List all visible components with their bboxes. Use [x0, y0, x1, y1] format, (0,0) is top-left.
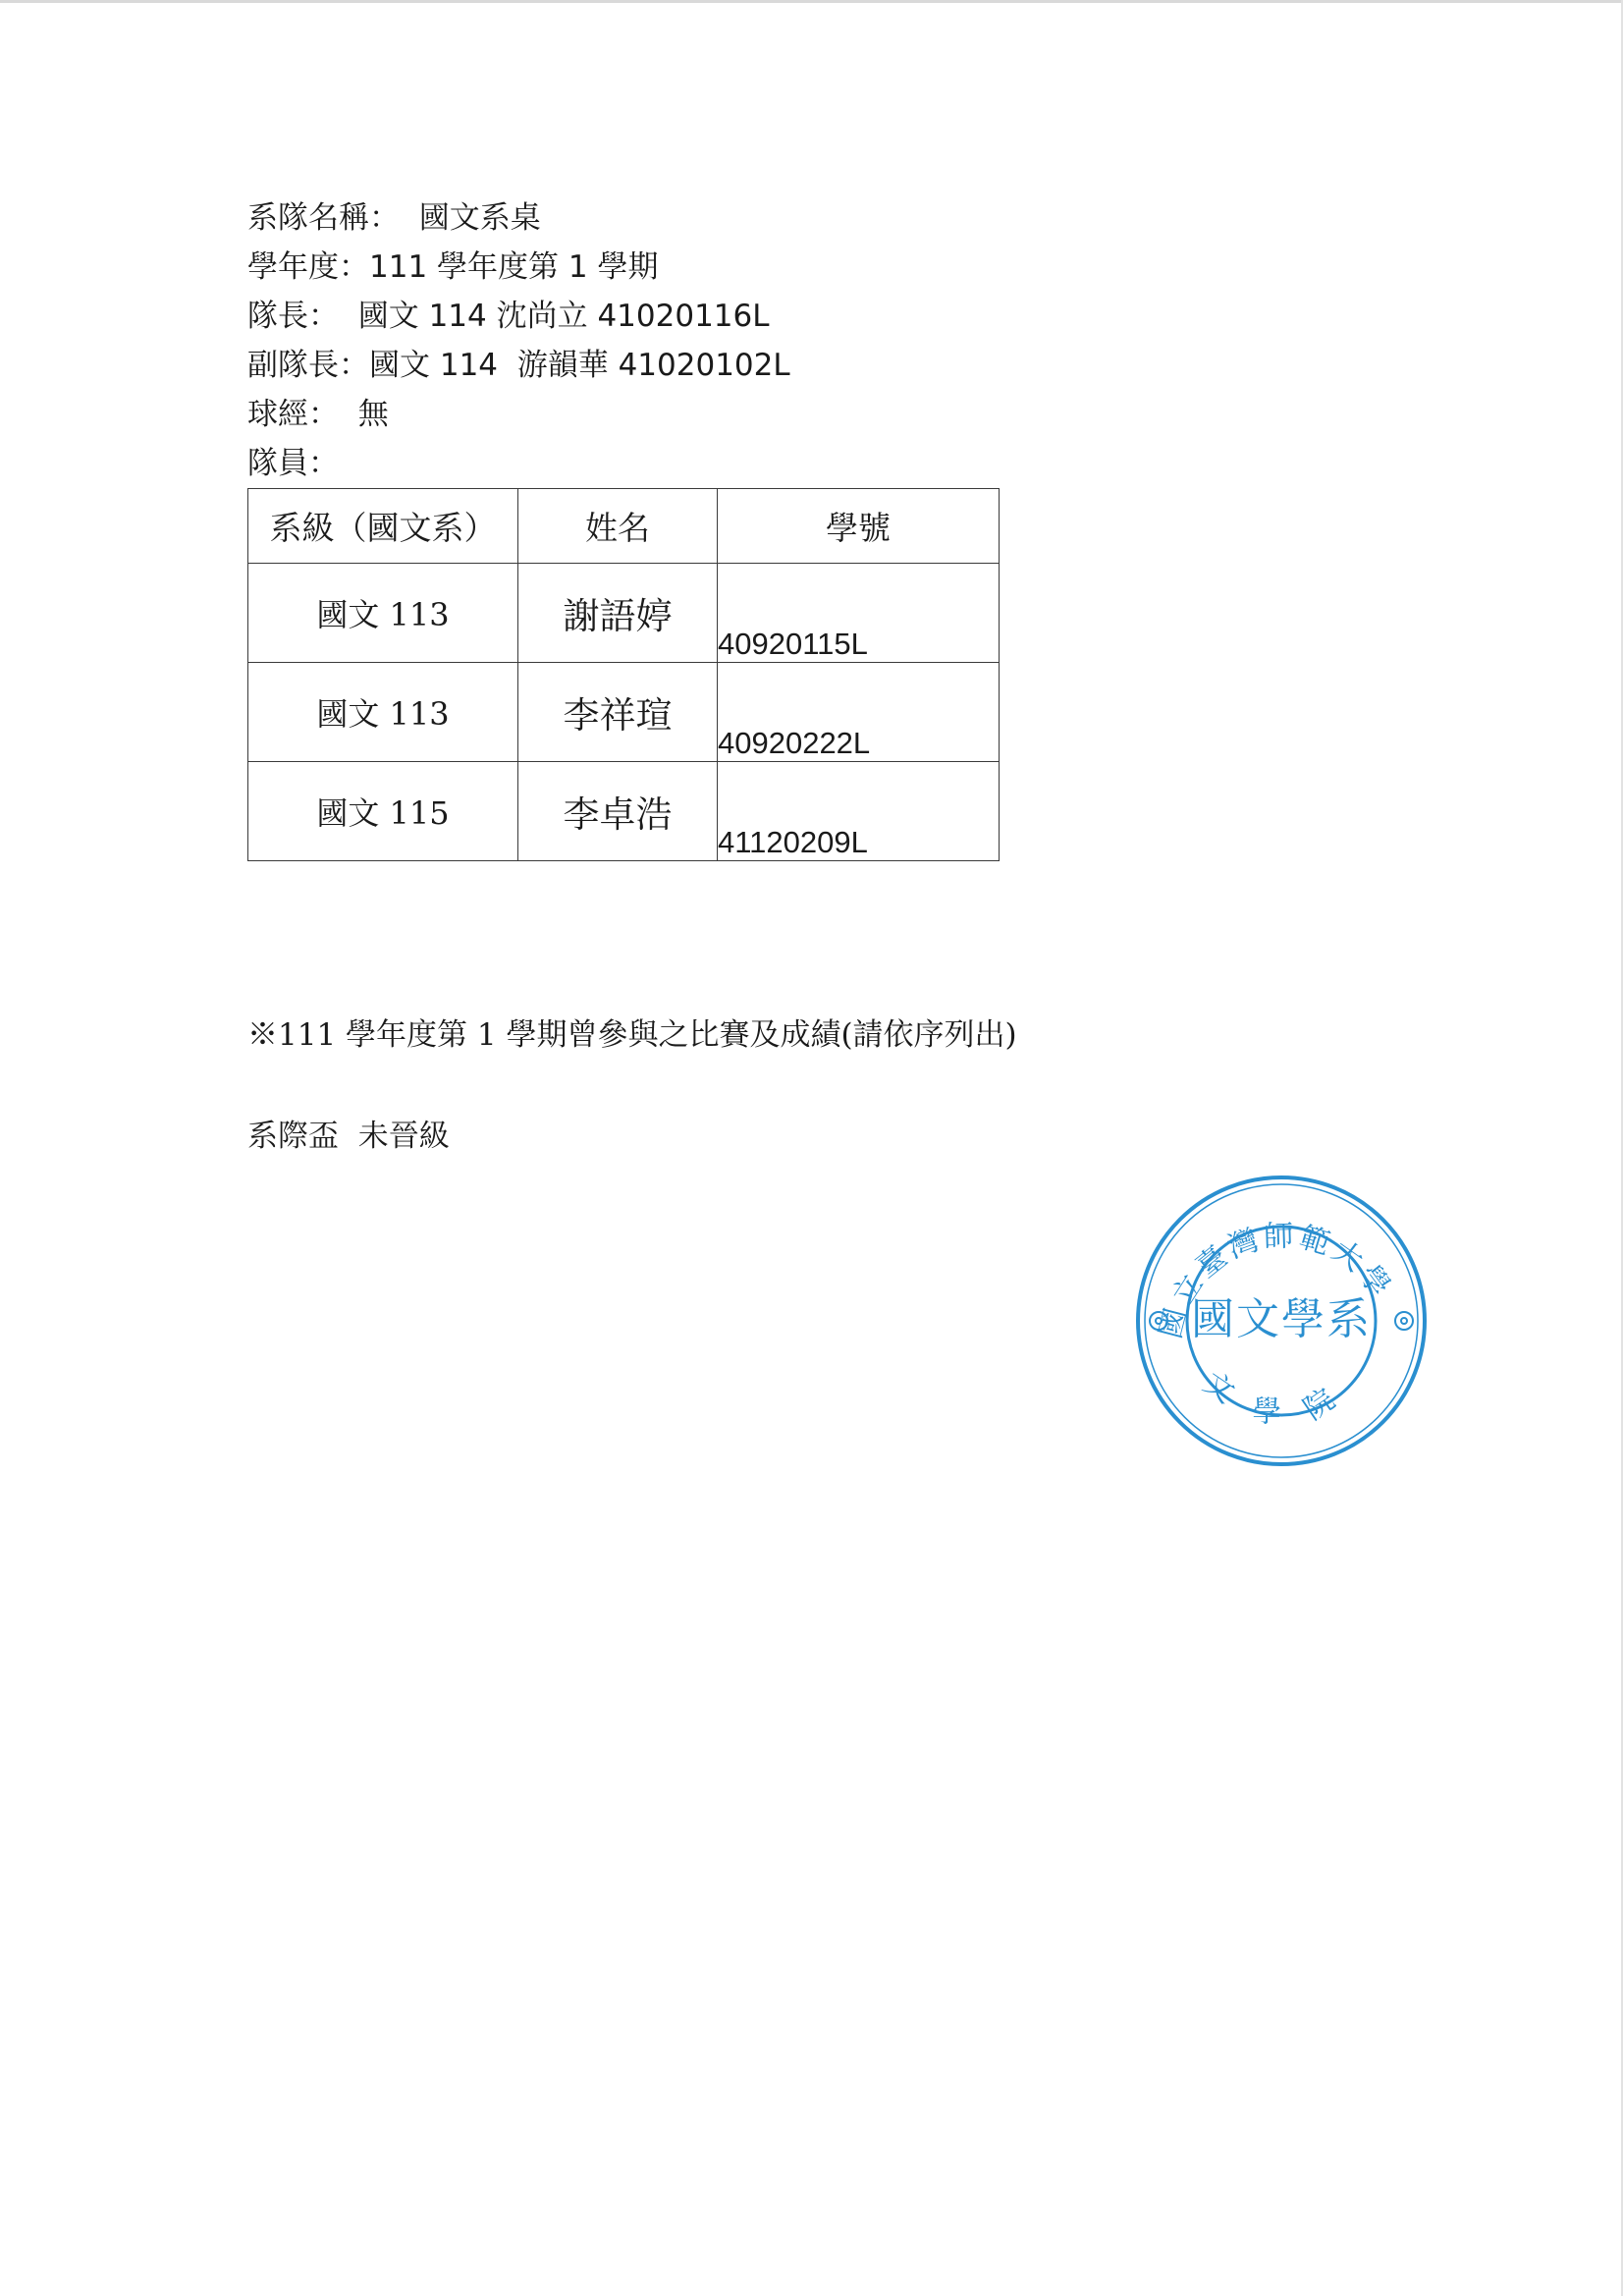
team-name-label: 系隊名稱：	[247, 200, 400, 236]
member-name: 李卓浩	[518, 762, 718, 861]
seal-outer-text: 國立臺灣師範大學	[1153, 1219, 1399, 1342]
seal-inner-text: 國文學系	[1191, 1294, 1372, 1344]
manager-line	[247, 395, 389, 434]
header-name: 姓名	[518, 489, 718, 564]
vice-captain-label: 副隊長：	[247, 348, 369, 383]
scan-edge-top	[0, 0, 1623, 3]
member-dept: 國文 113	[248, 564, 518, 663]
competition-result: 系際盃 未晉級	[247, 1119, 450, 1154]
member-name: 李祥瑄	[518, 663, 718, 762]
member-name: 謝語婷	[518, 564, 718, 663]
academic-year-label: 學年度：	[247, 249, 369, 285]
team-name-line	[247, 198, 541, 238]
table-row	[248, 564, 1000, 663]
seal-flower-right-icon	[1395, 1312, 1413, 1330]
competition-note: ※111 學年度第 1 學期曾參與之比賽及成績(請依序列出)	[247, 1017, 1017, 1053]
member-student-id: 41120209L	[718, 762, 1000, 861]
manager-value: 無	[357, 397, 389, 432]
member-dept: 國文 113	[248, 663, 518, 762]
header-dept: 系級（國文系）	[248, 489, 518, 564]
roster-header-row	[248, 489, 1000, 564]
captain-line	[247, 297, 770, 336]
vice-captain-line	[247, 346, 790, 385]
captain-label: 隊長：	[247, 299, 339, 334]
member-dept: 國文 115	[248, 762, 518, 861]
members-label: 隊員：	[247, 446, 339, 481]
members-line	[247, 444, 339, 483]
manager-label: 球經：	[247, 397, 339, 432]
member-student-id: 40920115L	[718, 564, 1000, 663]
roster-table	[247, 488, 1000, 861]
academic-year-line	[247, 247, 658, 287]
captain-value: 國文 114 沈尚立 41020116L	[357, 299, 770, 334]
team-name-value: 國文系桌	[418, 200, 541, 236]
header-student-id: 學號	[718, 489, 1000, 564]
table-row	[248, 762, 1000, 861]
table-row	[248, 663, 1000, 762]
seal-bottom-text: 文學院	[1197, 1365, 1366, 1430]
vice-captain-value: 國文 114 游韻華 41020102L	[369, 348, 790, 383]
academic-year-value: 111 學年度第 1 學期	[369, 249, 659, 285]
member-student-id: 40920222L	[718, 663, 1000, 762]
department-seal	[1129, 1169, 1434, 1473]
